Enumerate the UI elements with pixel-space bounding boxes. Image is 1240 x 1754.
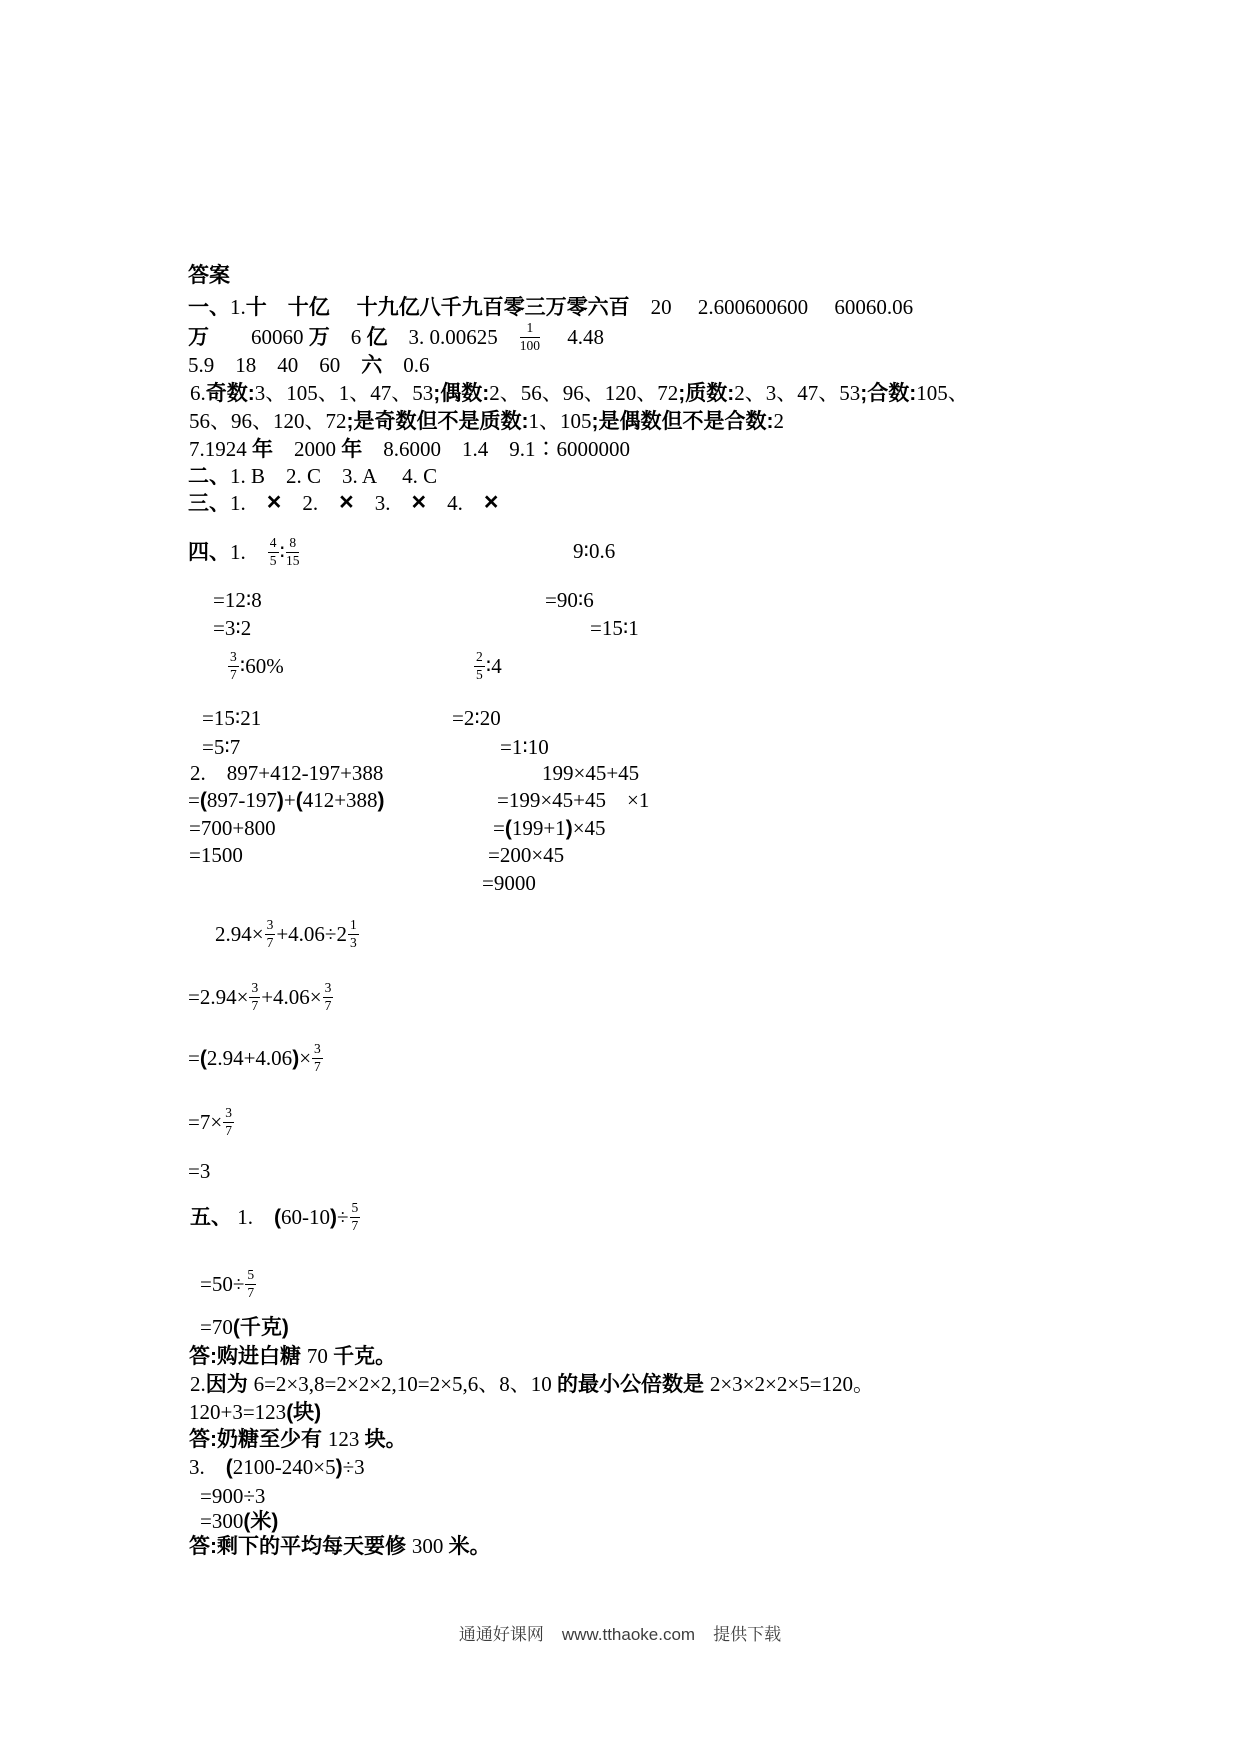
footer-site-name: 通通好课网 bbox=[458, 1625, 544, 1644]
fraction: $\frac{3}{7}$ bbox=[266, 917, 274, 950]
text-line bbox=[590, 615, 639, 641]
text-segment: = bbox=[493, 816, 505, 840]
text-segment: 4.48 bbox=[541, 325, 604, 350]
bold-text-segment: ( bbox=[199, 789, 207, 812]
text-segment: 5.9 18 40 60 bbox=[188, 353, 362, 377]
text-segment: ÷ bbox=[337, 1205, 349, 1230]
bold-text-segment: (米) bbox=[243, 1510, 279, 1533]
text-line bbox=[493, 815, 606, 842]
bold-text-segment: ) bbox=[565, 817, 573, 840]
text-segment: =12∶8 bbox=[213, 588, 262, 612]
bold-text-segment: 奇数: bbox=[205, 382, 255, 405]
bold-text-segment: ( bbox=[274, 1206, 281, 1230]
bold-text-segment: 万 bbox=[188, 326, 209, 350]
text-segment: =199×45+45 ×1 bbox=[497, 788, 650, 812]
bold-text-segment: 六 bbox=[361, 354, 383, 377]
fraction: $\frac{3}{7}$ bbox=[225, 1105, 232, 1138]
text-line bbox=[497, 787, 649, 813]
fraction: $\frac{5}{7}$ bbox=[351, 1200, 359, 1233]
text-segment: 6=2×3,8=2×2×2,10=2×5,6、8、10 bbox=[253, 1372, 557, 1396]
bold-text-segment: 答:剩下的平均每天要修 bbox=[189, 1535, 412, 1558]
text-segment: 20 2.600600600 60060.06 bbox=[629, 295, 914, 319]
bold-text-segment: 年 bbox=[341, 438, 363, 461]
fraction: $\frac{2}{5}$ bbox=[476, 649, 483, 682]
text-segment: 1. bbox=[230, 540, 267, 565]
text-line bbox=[188, 463, 437, 490]
bold-text-segment: ( bbox=[225, 1456, 233, 1479]
text-line bbox=[542, 760, 639, 786]
text-segment: 1. bbox=[230, 491, 267, 515]
bold-text-segment: ) bbox=[377, 789, 385, 812]
fraction: $\frac{3}{7}$ bbox=[230, 649, 237, 682]
text-line bbox=[200, 1508, 278, 1535]
text-segment: +4.06× bbox=[261, 985, 322, 1010]
text-line bbox=[189, 1399, 321, 1426]
text-segment: =200×45 bbox=[488, 843, 565, 867]
text-segment: =9000 bbox=[482, 871, 536, 895]
text-line bbox=[215, 917, 360, 953]
text-segment: =700+800 bbox=[189, 816, 276, 840]
bold-text-segment: ( bbox=[295, 789, 303, 812]
text-segment: 2×3×2×2×5=120。 bbox=[709, 1372, 875, 1396]
text-segment: 2. bbox=[190, 1372, 206, 1396]
bold-text-segment: 千克。 bbox=[333, 1345, 397, 1368]
text-line bbox=[452, 705, 501, 731]
bold-text-segment: 因为 bbox=[205, 1373, 254, 1396]
text-segment: 123 bbox=[327, 1427, 365, 1451]
footer-site-url: www.tthaoke.com bbox=[561, 1625, 696, 1644]
bold-text-segment: ;偶数: bbox=[433, 382, 490, 405]
fraction: $\frac{3}{7}$ bbox=[251, 980, 259, 1013]
text-line bbox=[190, 1200, 361, 1236]
text-line bbox=[213, 587, 262, 613]
bold-text-segment: 答:购进白糖 bbox=[189, 1345, 307, 1368]
text-line bbox=[189, 436, 630, 463]
text-segment: 199×45+45 bbox=[542, 761, 640, 785]
text-segment: 2100-240×5 bbox=[232, 1455, 336, 1479]
bold-text-segment: 米。 bbox=[448, 1535, 491, 1558]
text-line bbox=[188, 490, 498, 517]
text-line bbox=[189, 408, 784, 435]
text-line bbox=[188, 1158, 210, 1184]
bold-text-segment: ) bbox=[335, 1456, 343, 1479]
text-line bbox=[188, 980, 334, 1016]
bold-text-segment: 三、 bbox=[188, 492, 230, 515]
text-segment: ∶60% bbox=[239, 654, 284, 679]
text-segment: 1. bbox=[232, 1205, 274, 1230]
bold-text-segment: 十 十亿 十九亿八千九百零三万零六百 bbox=[245, 296, 630, 319]
text-segment: =1∶10 bbox=[500, 735, 549, 759]
bold-text-segment: ;是奇数但不是质数: bbox=[346, 410, 529, 433]
text-segment: 60060 bbox=[209, 325, 309, 350]
text-segment: 8.6000 1.4 9.1∶6000000 bbox=[362, 437, 630, 461]
fraction: $\frac{5}{7}$ bbox=[247, 1267, 255, 1300]
text-segment: =1500 bbox=[189, 843, 243, 867]
text-segment: 6. bbox=[190, 381, 206, 405]
text-segment: 2、3、47、53 bbox=[734, 381, 861, 405]
text-line bbox=[188, 352, 430, 379]
text-segment: =3 bbox=[188, 1159, 211, 1183]
bold-text-segment: 亿 bbox=[366, 326, 388, 350]
text-segment: × bbox=[299, 1046, 312, 1071]
text-line bbox=[202, 705, 261, 731]
text-segment: 2.94+4.06 bbox=[206, 1046, 293, 1071]
text-segment: +4.06÷ bbox=[276, 922, 337, 947]
text-segment: 3. bbox=[353, 491, 412, 515]
text-segment: 2. bbox=[281, 491, 340, 515]
text-segment: 3. bbox=[189, 1455, 226, 1479]
text-segment: 199+1 bbox=[511, 816, 566, 840]
text-segment: 4. bbox=[426, 491, 484, 515]
footer-download-note: 提供下载 bbox=[713, 1625, 782, 1644]
text-line bbox=[188, 1041, 324, 1077]
text-line bbox=[190, 380, 969, 407]
bold-text-segment: 年 bbox=[252, 438, 273, 461]
text-segment: + bbox=[283, 788, 296, 812]
text-segment: 0.6 bbox=[382, 353, 430, 377]
text-line bbox=[188, 320, 604, 356]
text-segment: =15∶21 bbox=[202, 706, 262, 730]
bold-text-segment: ) bbox=[276, 789, 284, 812]
text-segment: =3∶2 bbox=[213, 616, 252, 640]
fraction: $\frac{4}{5}$ bbox=[269, 535, 277, 568]
text-segment: 2000 bbox=[273, 437, 342, 461]
text-segment: 3. 0.00625 bbox=[387, 325, 519, 350]
bold-text-segment: 的最小公倍数是 bbox=[557, 1373, 710, 1396]
bold-text-segment: ( bbox=[504, 817, 512, 840]
text-segment: 2.94× bbox=[215, 922, 264, 947]
fraction: $\frac{1}{100}$ bbox=[519, 320, 540, 353]
text-segment: 2、56、96、120、72 bbox=[489, 381, 679, 405]
text-segment: ÷3 bbox=[342, 1455, 365, 1479]
text-segment: 897-197 bbox=[206, 788, 277, 812]
wrong-mark: × bbox=[266, 488, 282, 516]
text-line bbox=[189, 1426, 407, 1453]
text-line bbox=[200, 1483, 265, 1509]
wrong-mark: × bbox=[411, 488, 427, 516]
bold-text-segment: 四、 bbox=[188, 541, 230, 565]
text-segment: 120+3=123 bbox=[189, 1400, 287, 1424]
bold-text-segment: ;合数: bbox=[860, 382, 917, 405]
text-line bbox=[200, 1267, 257, 1303]
bold-text-segment: ( bbox=[199, 1047, 207, 1071]
text-segment: =7× bbox=[188, 1110, 223, 1135]
text-segment: 1. bbox=[230, 295, 246, 319]
mixed-number: 2 $\frac{1}{3}$ bbox=[336, 922, 359, 946]
text-segment: 7.1924 bbox=[189, 437, 252, 461]
text-segment: =2.94× bbox=[188, 985, 249, 1010]
text-line bbox=[545, 587, 594, 613]
fraction: $\frac{8}{15}$ bbox=[285, 535, 300, 568]
page-title bbox=[188, 262, 230, 289]
text-segment: ×45 bbox=[572, 816, 606, 840]
text-segment: 3、105、1、47、53 bbox=[254, 381, 434, 405]
text-segment: 2. 897+412-197+388 bbox=[190, 761, 384, 785]
bold-text-segment: ) bbox=[330, 1206, 337, 1230]
bold-text-segment: (块) bbox=[286, 1401, 322, 1424]
text-line bbox=[189, 1454, 365, 1481]
wrong-mark: × bbox=[483, 488, 499, 516]
text-segment: 2 bbox=[773, 409, 784, 433]
text-line bbox=[190, 760, 383, 786]
wrong-mark: × bbox=[339, 488, 354, 516]
bold-text-segment: 一、 bbox=[188, 296, 230, 319]
text-segment: 300 bbox=[411, 1534, 449, 1558]
text-segment: =2∶20 bbox=[452, 706, 501, 730]
text-line bbox=[189, 1343, 396, 1370]
text-segment: =90∶6 bbox=[545, 588, 594, 612]
bold-text-segment: ) bbox=[292, 1047, 300, 1071]
bold-text-segment: 二、 bbox=[188, 465, 230, 488]
text-segment: =15∶1 bbox=[590, 616, 639, 640]
text-line bbox=[488, 842, 564, 868]
fraction: $\frac{1}{3}$ bbox=[349, 917, 357, 950]
text-line bbox=[473, 649, 502, 685]
text-line bbox=[213, 615, 251, 641]
text-line bbox=[190, 1371, 874, 1398]
text-line bbox=[200, 1314, 289, 1341]
text-segment: = bbox=[188, 1046, 200, 1071]
text-segment: 6 bbox=[329, 325, 367, 350]
text-line bbox=[573, 538, 615, 564]
text-line bbox=[189, 842, 243, 868]
bold-text-segment: 块。 bbox=[364, 1428, 407, 1451]
text-line bbox=[202, 734, 240, 760]
text-line bbox=[188, 787, 385, 814]
bold-text-segment: (千克) bbox=[232, 1316, 289, 1339]
text-line bbox=[189, 815, 276, 841]
fraction: $\frac{3}{7}$ bbox=[324, 980, 332, 1013]
text-segment: 9∶0.6 bbox=[573, 539, 616, 563]
bold-text-segment: 五、 bbox=[190, 1206, 232, 1230]
text-segment: =300 bbox=[200, 1509, 244, 1533]
text-line bbox=[188, 294, 913, 321]
text-line bbox=[482, 870, 536, 896]
text-segment: 412+388 bbox=[302, 788, 378, 812]
text-line bbox=[227, 649, 284, 685]
text-line bbox=[188, 535, 300, 571]
text-segment: 1. B 2. C 3. A 4. C bbox=[230, 464, 438, 488]
text-segment: =5∶7 bbox=[202, 735, 241, 759]
text-segment: 1、105 bbox=[528, 409, 592, 433]
bold-text-segment: 答案 bbox=[188, 264, 230, 287]
text-line bbox=[500, 734, 549, 760]
text-segment: 56、96、120、72 bbox=[189, 409, 347, 433]
text-segment: 60-10 bbox=[281, 1205, 330, 1230]
bold-text-segment: ;是偶数但不是合数: bbox=[591, 410, 774, 433]
bold-text-segment: ;质数: bbox=[678, 382, 735, 405]
text-segment: =900÷3 bbox=[200, 1484, 266, 1508]
text-segment: 105、 bbox=[916, 381, 969, 405]
text-segment: ∶4 bbox=[485, 654, 502, 679]
text-line bbox=[188, 1105, 235, 1141]
bold-text-segment: 答:奶糖至少有 bbox=[189, 1428, 328, 1451]
text-segment: =70 bbox=[200, 1315, 233, 1339]
fraction: $\frac{3}{7}$ bbox=[314, 1041, 321, 1074]
page-footer bbox=[0, 1620, 1240, 1645]
text-segment: ∶ bbox=[279, 540, 285, 565]
text-segment: = bbox=[188, 788, 200, 812]
text-segment: =50÷ bbox=[200, 1272, 245, 1297]
bold-text-segment: 万 bbox=[308, 326, 330, 350]
text-line bbox=[189, 1533, 491, 1560]
text-segment: 70 bbox=[306, 1344, 334, 1368]
